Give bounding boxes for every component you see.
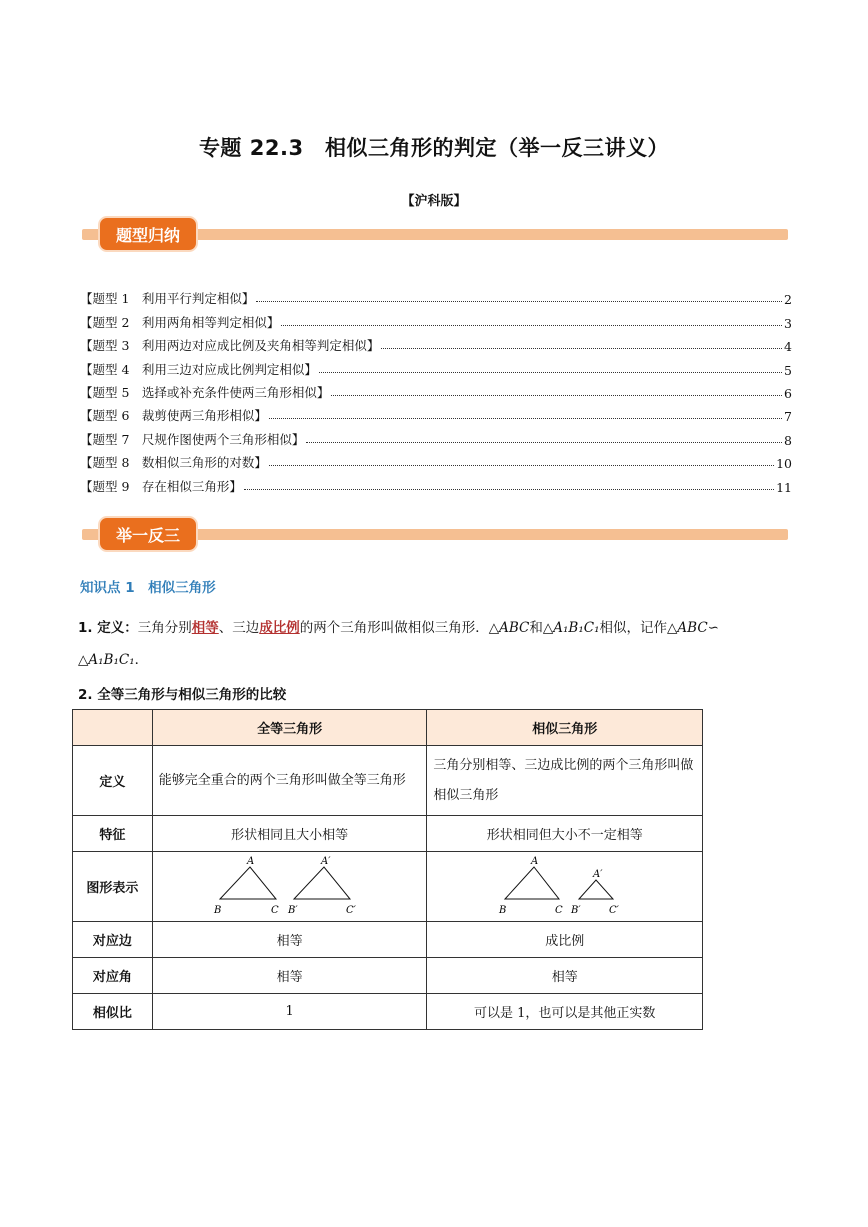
toc-item[interactable]: 【题型 4 利用三边对应成比例判定相似】 5 xyxy=(80,361,792,378)
page-title: 专题 22.3 相似三角形的判定（举一反三讲义） xyxy=(198,136,670,160)
triangle-abc xyxy=(220,867,276,899)
table-cell-figure xyxy=(427,852,703,922)
table-cell: 相等 xyxy=(427,958,703,994)
toc-item[interactable]: 【题型 7 尺规作图使两个三角形相似】 8 xyxy=(80,431,792,448)
vertex-label: B′ xyxy=(287,904,298,916)
toc-leader xyxy=(319,372,782,373)
section-banner-examples xyxy=(82,516,788,554)
table-cell: 可以是 1，也可以是其他正实数 xyxy=(427,994,703,1030)
row-label: 定义 xyxy=(73,746,153,816)
toc-leader xyxy=(381,348,782,349)
table-cell: 相等 xyxy=(152,958,427,994)
table-of-contents xyxy=(80,284,792,495)
vertex-label: A xyxy=(246,855,254,867)
column-header: 全等三角形 xyxy=(152,710,427,746)
table-row xyxy=(73,746,703,816)
banner-tag: 题型归纳 xyxy=(98,216,198,252)
vertex-label: B xyxy=(213,904,221,916)
table-row xyxy=(73,958,703,994)
highlight-term: 相等 xyxy=(191,620,219,636)
table-cell: 1 xyxy=(152,994,427,1030)
knowledge-point-heading: 知识点 1 相似三角形 xyxy=(80,580,216,596)
triangle-a1b1c1 xyxy=(579,880,613,899)
table-cell: 相等 xyxy=(152,922,427,958)
banner-tag: 举一反三 xyxy=(98,516,198,552)
congruent-triangles-figure xyxy=(210,853,370,917)
table-cell: 形状相同但大小不一定相等 xyxy=(427,816,703,852)
row-label: 相似比 xyxy=(73,994,153,1030)
toc-leader xyxy=(244,489,774,490)
highlight-term: 成比例 xyxy=(259,620,300,636)
vertex-label: A′ xyxy=(592,868,603,880)
toc-item[interactable]: 【题型 2 利用两角相等判定相似】 3 xyxy=(80,314,792,331)
row-label: 对应边 xyxy=(73,922,153,958)
toc-item[interactable]: 【题型 3 利用两边对应成比例及夹角相等判定相似】 4 xyxy=(80,338,792,355)
table-cell: 能够完全重合的两个三角形叫做全等三角形 xyxy=(152,746,427,816)
similar-triangles-figure xyxy=(495,853,635,917)
table-row xyxy=(73,816,703,852)
table-row xyxy=(73,710,703,746)
vertex-label: A′ xyxy=(320,855,331,867)
comparison-title: 2. 全等三角形与相似三角形的比较 xyxy=(78,687,287,703)
section-banner-types xyxy=(82,216,788,254)
triangle-a1b1c1 xyxy=(294,867,350,899)
vertex-label: C xyxy=(270,904,279,916)
toc-leader xyxy=(281,325,782,326)
toc-item[interactable]: 【题型 5 选择或补充条件使两三角形相似】 6 xyxy=(80,384,792,401)
toc-leader xyxy=(269,465,774,466)
table-row xyxy=(73,922,703,958)
comparison-table xyxy=(72,709,703,1030)
vertex-label: B xyxy=(498,904,507,916)
edition-label: 【沪科版】 xyxy=(401,194,467,209)
toc-leader xyxy=(269,418,782,419)
triangle-abc xyxy=(505,867,559,899)
vertex-label: A xyxy=(530,855,538,867)
vertex-label: B′ xyxy=(570,904,581,916)
row-label: 对应角 xyxy=(73,958,153,994)
column-header: 相似三角形 xyxy=(427,710,703,746)
toc-leader xyxy=(256,301,782,302)
table-cell: 成比例 xyxy=(427,922,703,958)
toc-item[interactable]: 【题型 6 裁剪使两三角形相似】 7 xyxy=(80,408,792,425)
vertex-label: C′ xyxy=(608,904,619,916)
toc-leader xyxy=(331,395,782,396)
toc-item[interactable]: 【题型 9 存在相似三角形】 11 xyxy=(80,478,792,495)
table-cell-figure xyxy=(152,852,427,922)
table-cell: 三角分别相等、三边成比例的两个三角形叫做相似三角形 xyxy=(427,746,703,816)
definition-paragraph: 1. 定义：三角分别相等、三边成比例的两个三角形叫做相似三角形．△ABC和△A₁B₁C₁相似，记作△ABC∽ △A₁B₁C₁． xyxy=(78,620,719,668)
toc-leader xyxy=(306,442,782,443)
row-label: 图形表示 xyxy=(73,852,153,922)
vertex-label: C′ xyxy=(345,904,356,916)
table-row xyxy=(73,852,703,922)
vertex-label: C xyxy=(554,904,563,916)
table-cell: 形状相同且大小相等 xyxy=(152,816,427,852)
table-row xyxy=(73,994,703,1030)
toc-item[interactable]: 【题型 8 数相似三角形的对数】 10 xyxy=(80,455,792,472)
row-label: 特征 xyxy=(73,816,153,852)
toc-item[interactable]: 【题型 1 利用平行判定相似】 2 xyxy=(80,291,792,308)
